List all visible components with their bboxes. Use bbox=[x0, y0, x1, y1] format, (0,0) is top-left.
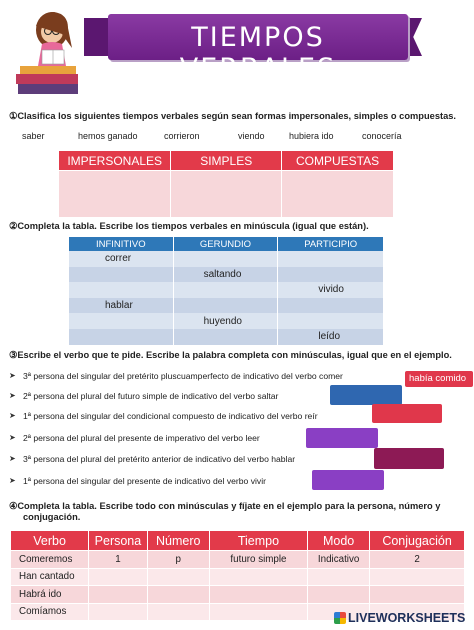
answer-input[interactable] bbox=[209, 568, 307, 586]
prompt-item: 3ª persona del plural del pretérito anterior de indicativo del verbo hablar bbox=[23, 454, 296, 464]
question-2-instruction: ②Completa la tabla. Escribe los tiempos verbales en minúscula (igual que están). bbox=[9, 221, 369, 231]
answer-input[interactable] bbox=[370, 568, 465, 586]
prompt-item: 2ª persona del plural del presente de imperativo del verbo leer bbox=[23, 433, 260, 443]
column-header: Modo bbox=[308, 531, 370, 551]
column-header: Persona bbox=[89, 531, 147, 551]
drop-zone-compuestas[interactable] bbox=[282, 171, 394, 218]
question-4-instruction: ④Completa la tabla. Escribe todo con minúsculas y fíjate en el ejemplo para la persona, número y bbox=[9, 501, 441, 511]
answer-input[interactable] bbox=[147, 568, 209, 586]
table-cell: Comíamos bbox=[11, 603, 89, 621]
answer-input[interactable] bbox=[372, 404, 442, 423]
answer-input[interactable] bbox=[173, 298, 278, 314]
answer-input[interactable] bbox=[330, 385, 402, 405]
bullet-arrow-icon: ➤ bbox=[9, 371, 16, 380]
drop-zone-impersonales[interactable] bbox=[59, 171, 171, 218]
answer-input[interactable] bbox=[173, 251, 278, 267]
answer-input[interactable] bbox=[374, 448, 444, 469]
column-header: SIMPLES bbox=[171, 151, 282, 171]
answer-input[interactable] bbox=[312, 470, 384, 490]
answer-input[interactable] bbox=[89, 586, 147, 604]
table-cell: hablar bbox=[69, 298, 174, 314]
column-header: Número bbox=[147, 531, 209, 551]
table-cell: 2 bbox=[370, 551, 465, 569]
bullet-arrow-icon: ➤ bbox=[9, 433, 16, 442]
liveworksheets-logo[interactable]: LIVEWORKSHEETS bbox=[334, 611, 465, 625]
column-header: GERUNDIO bbox=[173, 237, 278, 251]
prompt-item: 1ª persona del singular del condicional compuesto de indicativo del verbo reír bbox=[23, 411, 318, 421]
answer-input[interactable] bbox=[69, 267, 174, 283]
answer-input-example[interactable] bbox=[405, 371, 473, 387]
prompt-item: 2ª persona del plural del futuro simple de indicativo del verbo saltar bbox=[23, 391, 279, 401]
column-header: PARTICIPIO bbox=[278, 237, 384, 251]
answer-input[interactable] bbox=[69, 329, 174, 345]
word-item[interactable]: conocería bbox=[362, 131, 402, 141]
column-header: INFINITIVO bbox=[69, 237, 174, 251]
question-4-instruction-cont: conjugación. bbox=[23, 512, 81, 522]
question-3-instruction: ③Escribe el verbo que te pide. Escribe la palabra completa con minúsculas, igual que en el ejemplo. bbox=[9, 350, 452, 360]
table-cell: correr bbox=[69, 251, 174, 267]
question-1-instruction: ①Clasifica los siguientes tiempos verbales según sean formas impersonales, simples o compuestas. bbox=[9, 111, 457, 121]
bullet-arrow-icon: ➤ bbox=[9, 411, 16, 420]
column-header: Tiempo bbox=[209, 531, 307, 551]
verb-analysis-table bbox=[10, 530, 465, 621]
answer-input[interactable] bbox=[278, 313, 384, 329]
table-cell: futuro simple bbox=[209, 551, 307, 569]
answer-input[interactable] bbox=[173, 329, 278, 345]
answer-input[interactable] bbox=[209, 586, 307, 604]
table-cell: Habrá ido bbox=[11, 586, 89, 604]
table-cell: Han cantado bbox=[11, 568, 89, 586]
table-cell: 1 bbox=[89, 551, 147, 569]
answer-input[interactable] bbox=[278, 251, 384, 267]
answer-input[interactable] bbox=[89, 568, 147, 586]
answer-input[interactable] bbox=[147, 603, 209, 621]
table-cell: p bbox=[147, 551, 209, 569]
page-title: TIEMPOS VERBALES bbox=[179, 22, 337, 84]
answer-input[interactable] bbox=[306, 428, 378, 448]
word-item[interactable]: hemos ganado bbox=[78, 131, 138, 141]
example-answer: había comido bbox=[409, 373, 467, 384]
answer-input[interactable] bbox=[147, 586, 209, 604]
classification-table bbox=[58, 150, 394, 218]
answer-input[interactable] bbox=[89, 603, 147, 621]
prompt-item: 3ª persona del singular del pretérito pluscuamperfecto de indicativo del verbo comer bbox=[23, 371, 343, 381]
verb-forms-table bbox=[68, 237, 384, 345]
bullet-arrow-icon: ➤ bbox=[9, 476, 16, 485]
answer-input[interactable] bbox=[370, 586, 465, 604]
column-header: Verbo bbox=[11, 531, 89, 551]
word-item[interactable]: viendo bbox=[238, 131, 265, 141]
bullet-arrow-icon: ➤ bbox=[9, 391, 16, 400]
teacher-reading-icon bbox=[14, 4, 84, 98]
prompt-item: 1ª persona del singular del presente de indicativo del verbo vivir bbox=[23, 476, 266, 486]
answer-input[interactable] bbox=[173, 282, 278, 298]
word-item[interactable]: saber bbox=[22, 131, 45, 141]
answer-input[interactable] bbox=[69, 313, 174, 329]
table-cell: Comeremos bbox=[11, 551, 89, 569]
table-cell: huyendo bbox=[173, 313, 278, 329]
word-item[interactable]: corrieron bbox=[164, 131, 200, 141]
table-cell: saltando bbox=[173, 267, 278, 283]
answer-input[interactable] bbox=[278, 298, 384, 314]
drop-zone-simples[interactable] bbox=[171, 171, 282, 218]
column-header: COMPUESTAS bbox=[282, 151, 394, 171]
table-cell: leído bbox=[278, 329, 384, 345]
logo-icon bbox=[334, 612, 346, 624]
title-banner bbox=[108, 14, 408, 84]
answer-input[interactable] bbox=[209, 603, 307, 621]
answer-input[interactable] bbox=[69, 282, 174, 298]
word-item[interactable]: hubiera ido bbox=[289, 131, 334, 141]
bullet-arrow-icon: ➤ bbox=[9, 454, 16, 463]
answer-input[interactable] bbox=[308, 568, 370, 586]
table-cell: vivido bbox=[278, 282, 384, 298]
column-header: Conjugación bbox=[370, 531, 465, 551]
answer-input[interactable] bbox=[278, 267, 384, 283]
table-cell: Indicativo bbox=[308, 551, 370, 569]
column-header: IMPERSONALES bbox=[59, 151, 171, 171]
answer-input[interactable] bbox=[308, 586, 370, 604]
